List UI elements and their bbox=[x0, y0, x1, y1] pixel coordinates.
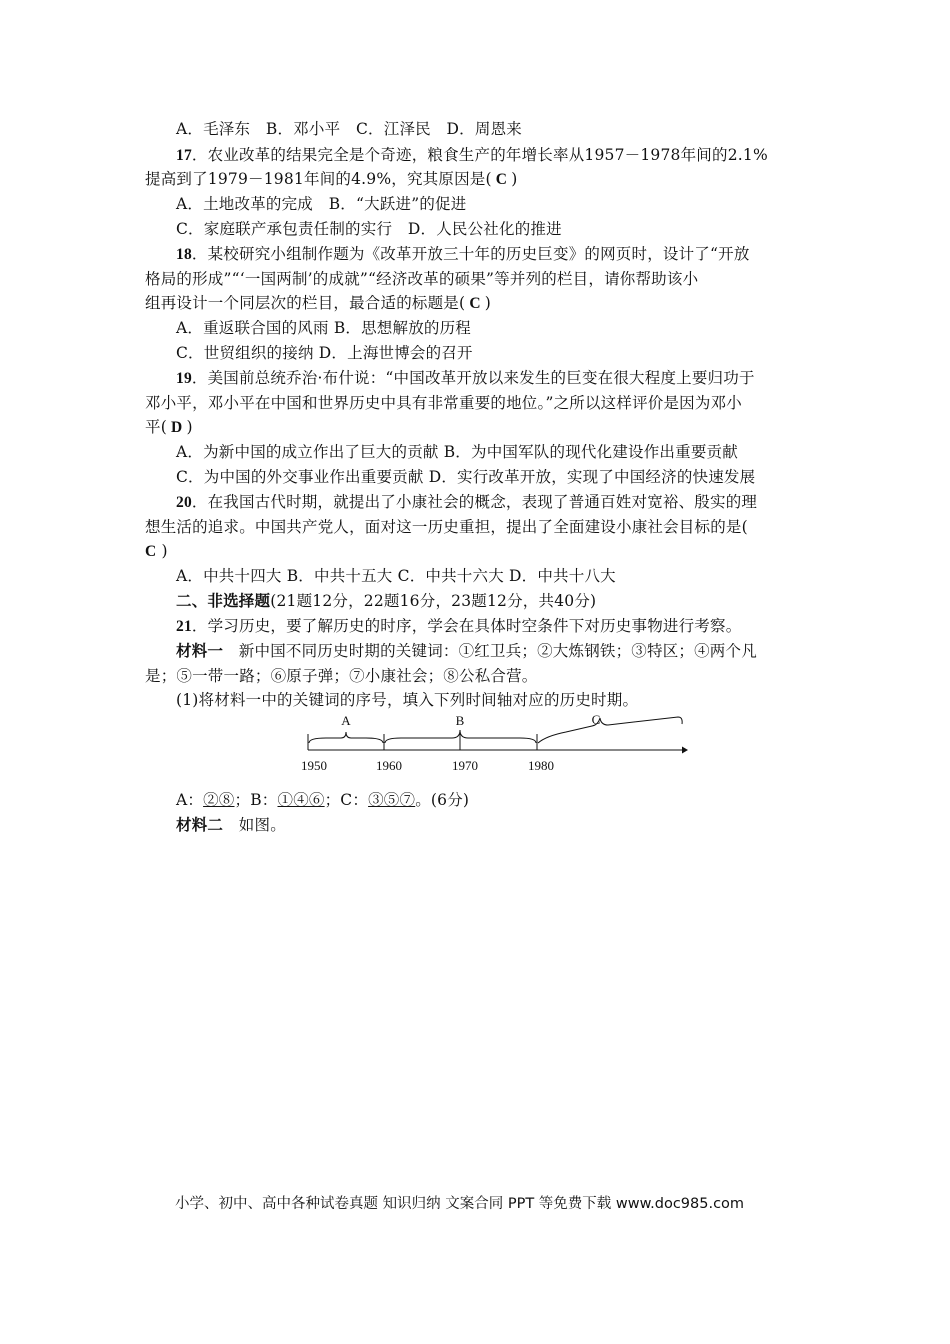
brace-a bbox=[309, 732, 383, 743]
q17-stem-text2: 提高到了1979－1981年间的4.9%，究其原因是( bbox=[145, 170, 492, 188]
q21-material1-line2: 是；⑤一带一路；⑥原子弹；⑦小康社会；⑧公私合营。 bbox=[145, 667, 538, 685]
timeline-year-1980: 1980 bbox=[528, 758, 554, 773]
material2-label: 材料二 bbox=[176, 817, 224, 834]
q21-material1-line1 bbox=[176, 641, 810, 662]
q18-paren: ) bbox=[484, 294, 492, 312]
q20-number: 20 bbox=[176, 494, 192, 511]
section2-title: 二、非选择题 bbox=[176, 593, 271, 610]
q19-stem-line1 bbox=[176, 368, 810, 389]
q19-options-cd: C．为中国的外交事业作出重要贡献 D．实行改革开放，实现了中国经济的快速发展 bbox=[176, 468, 756, 486]
q20-stem-text: ．在我国古代时期，就提出了小康社会的概念，表现了普通百姓对宽裕、殷实的理 bbox=[191, 493, 758, 511]
q17-answer: C bbox=[491, 171, 512, 188]
q20-options: A．中共十四大 B．中共十五大 C．中共十六大 D．中共十八大 bbox=[176, 567, 616, 585]
q21-answer-line bbox=[176, 790, 810, 810]
q20-stem-line2: 想生活的追求。中国共产党人，面对这一历史重担，提出了全面建设小康社会目标的是( bbox=[145, 518, 748, 536]
q21-stem-text: ．学习历史，要了解历史的时序，学会在具体时空条件下对历史事物进行考察。 bbox=[191, 617, 742, 635]
q17-stem-text: ．农业改革的结果完全是个奇迹，粮食生产的年增长率从1957－1978年间的2.1% bbox=[191, 146, 768, 164]
answer-score: 。(6分) bbox=[415, 791, 470, 809]
q19-options-ab: A．为新中国的成立作出了巨大的贡献 B．为中国军队的现代化建设作出重要贡献 bbox=[176, 443, 738, 461]
q21-subquestion1: (1)将材料一中的关键词的序号，填入下列时间轴对应的历史时期。 bbox=[176, 691, 639, 709]
q18-options-cd: C．世贸组织的接纳 D．上海世博会的召开 bbox=[176, 344, 473, 362]
timeline-year-1970: 1970 bbox=[452, 758, 478, 773]
q19-stem-line3 bbox=[145, 417, 810, 438]
timeline-label-c: C bbox=[591, 712, 601, 727]
q19-stem-text: ．美国前总统乔治·布什说：“中国改革开放以来发生的巨变在很大程度上要归功于 bbox=[191, 369, 755, 387]
material1-text: 新中国不同历史时期的关键词：①红卫兵；②大炼钢铁；③特区；④两个凡 bbox=[223, 642, 757, 660]
q17-stem-line2 bbox=[145, 169, 810, 190]
q18-stem-line1 bbox=[176, 244, 810, 265]
q21-number: 21 bbox=[176, 618, 192, 635]
answer-a: ②⑧ bbox=[203, 791, 235, 809]
timeline-year-1950: 1950 bbox=[301, 758, 327, 773]
q19-number: 19 bbox=[176, 370, 192, 387]
timeline-label-b: B bbox=[455, 713, 465, 728]
q20-answer: C bbox=[145, 543, 157, 560]
q17-options-ab: A．土地改革的完成 B．“大跃进”的促进 bbox=[176, 195, 467, 213]
q18-stem-line2: 格局的形成”“‘一国两制’的成就”“经济改革的硕果”等并列的栏目，请你帮助该小 bbox=[145, 270, 699, 288]
section2-detail: (21题12分，22题16分，23题12分，共40分) bbox=[270, 592, 597, 610]
q20-stem-line1 bbox=[176, 492, 810, 513]
q18-options-ab: A．重返联合国的风雨 B．思想解放的历程 bbox=[176, 319, 472, 337]
answer-a-label: A： bbox=[176, 791, 204, 809]
q21-material2 bbox=[176, 815, 810, 836]
brace-c bbox=[538, 717, 682, 743]
q17-options-cd: C．家庭联产承包责任制的实行 D．人民公社化的推进 bbox=[176, 220, 562, 238]
timeline-diagram bbox=[296, 712, 688, 774]
q17-paren: ) bbox=[511, 170, 518, 188]
timeline-arrow-icon bbox=[682, 747, 688, 754]
q18-answer: C bbox=[465, 295, 485, 312]
q17-number: 17 bbox=[176, 147, 192, 164]
q18-stem-text3: 组再设计一个同层次的栏目，最合适的标题是( bbox=[145, 294, 466, 312]
material1-label: 材料一 bbox=[176, 643, 224, 660]
material2-text: 如图。 bbox=[223, 816, 286, 834]
q18-number: 18 bbox=[176, 246, 192, 263]
answer-b: ①④⑥ bbox=[277, 791, 325, 809]
q19-stem-text3: 平( bbox=[145, 418, 167, 436]
answer-c: ③⑤⑦ bbox=[368, 791, 416, 809]
q18-stem-line3 bbox=[145, 293, 810, 314]
q19-paren: ) bbox=[186, 418, 193, 436]
q21-stem bbox=[176, 616, 810, 637]
footer-text: 小学、初中、高中各种试卷真题 知识归纳 文案合同 PPT 等免费下载 www.doc985.com bbox=[175, 1196, 745, 1212]
q16-options: A．毛泽东 B．邓小平 C．江泽民 D．周恩来 bbox=[176, 120, 522, 138]
q20-stem-line3 bbox=[145, 541, 810, 562]
section2-heading bbox=[176, 591, 810, 612]
answer-b-label: ；B： bbox=[234, 791, 278, 809]
q17-stem-line1 bbox=[176, 145, 810, 166]
q20-paren: ) bbox=[156, 542, 168, 560]
timeline-label-a: A bbox=[341, 713, 351, 728]
q19-answer: D bbox=[166, 419, 187, 436]
answer-c-label: ；C： bbox=[324, 791, 369, 809]
q18-stem-text: ．某校研究小组制作题为《改革开放三十年的历史巨变》的网页时，设计了“开放 bbox=[191, 245, 750, 263]
q19-stem-line2: 邓小平，邓小平在中国和世界历史中具有非常重要的地位。”之所以这样评价是因为邓小 bbox=[145, 394, 742, 412]
timeline-year-1960: 1960 bbox=[376, 758, 402, 773]
